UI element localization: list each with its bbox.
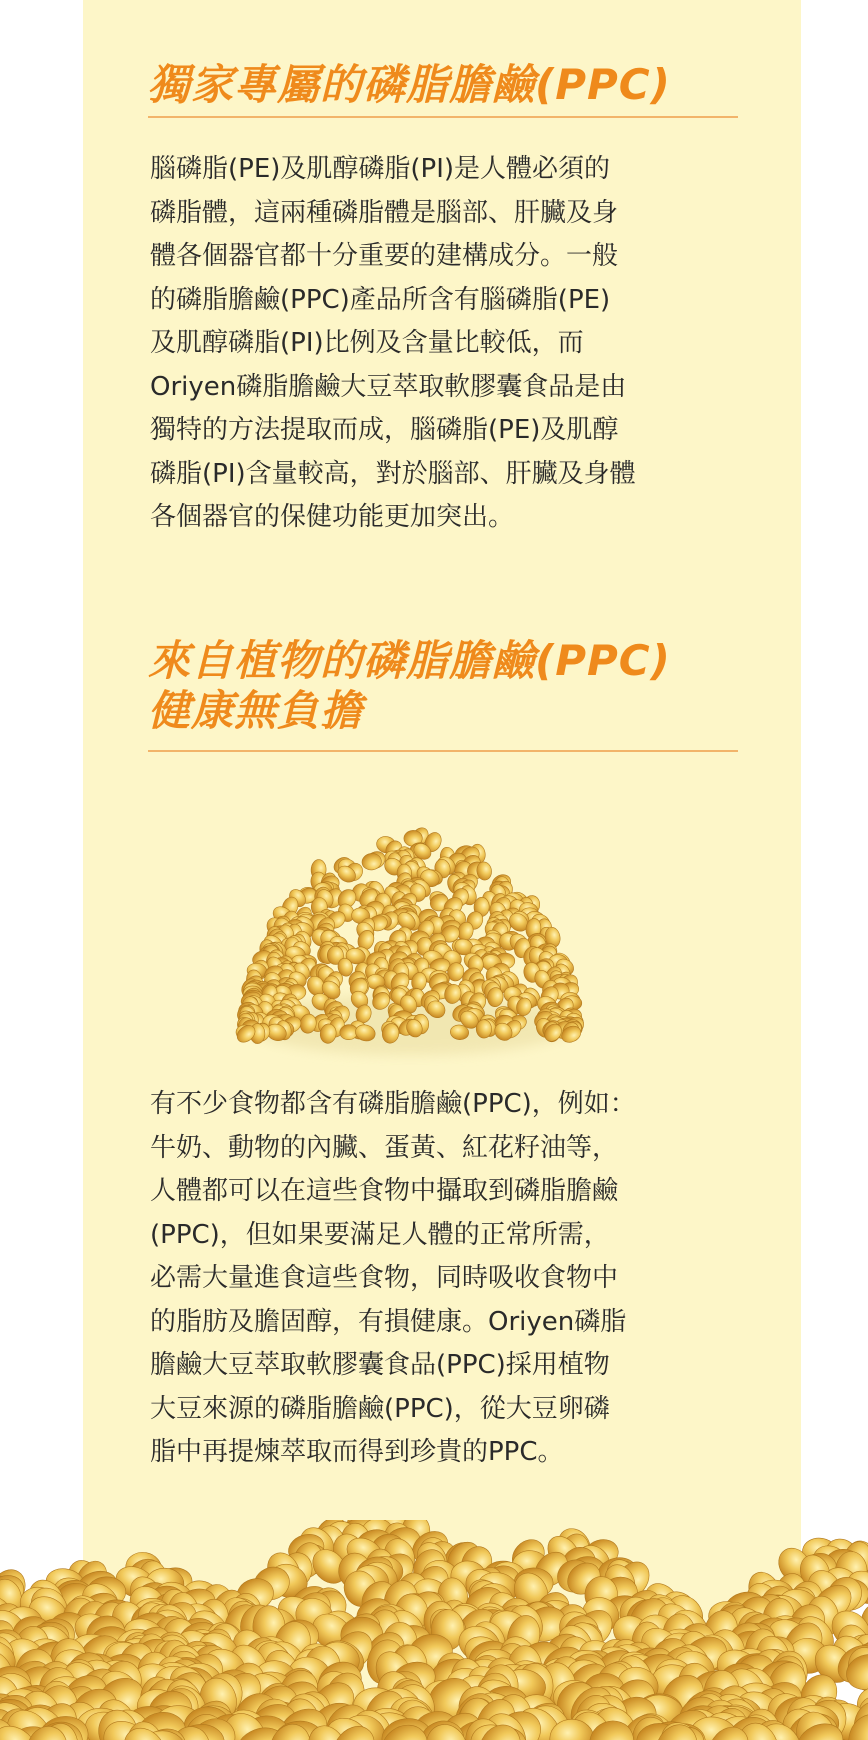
title-divider [148, 116, 738, 118]
paragraph-line: 磷脂(PI)含量較高，對於腦部、肝臟及身體 [150, 458, 636, 489]
paragraph-line: 有不少食物都含有磷脂膽鹼(PPC)，例如： [150, 1089, 636, 1119]
section-title-plant-ppc [148, 636, 738, 736]
section-title-line: 健康無負擔 [148, 686, 364, 735]
paragraph-line: 膽鹼大豆萃取軟膠囊食品(PPC)採用植物 [150, 1350, 610, 1380]
paragraph-line: 磷脂體，這兩種磷脂體是腦部、肝臟及身 [150, 197, 619, 228]
section-title-exclusive-ppc: 獨家專屬的磷脂膽鹼(PPC) [148, 60, 671, 109]
paragraph-line: 各個器官的保健功能更加突出。 [150, 502, 515, 532]
paragraph-line: 大豆來源的磷脂膽鹼(PPC)，從大豆卵磷 [150, 1393, 610, 1424]
soybean-border-image [0, 1520, 868, 1740]
paragraph-line: 必需大量進食這些食物，同時吸收食物中 [150, 1263, 619, 1293]
paragraph-line: 人體都可以在這些食物中攝取到磷脂膽鹼 [150, 1176, 619, 1206]
paragraph-line: 的脂肪及膽固醇，有損健康。Oriyen磷脂 [150, 1306, 627, 1337]
soybean-pile-image [230, 800, 590, 1070]
section-paragraph-exclusive-ppc [150, 148, 740, 540]
paragraph-line: 脂中再提煉萃取而得到珍貴的PPC。 [150, 1437, 564, 1467]
paragraph-line: Oriyen磷脂膽鹼大豆萃取軟膠囊食品是由 [150, 371, 627, 402]
paragraph-line: (PPC)，但如果要滿足人體的正常所需， [150, 1219, 610, 1250]
paragraph-line: 體各個器官都十分重要的建構成分。一般 [150, 241, 619, 271]
paragraph-line: 腦磷脂(PE)及肌醇磷脂(PI)是人體必須的 [150, 154, 611, 184]
paragraph-line: 及肌醇磷脂(PI)比例及含量比較低，而 [150, 328, 584, 358]
paragraph-line: 獨特的方法提取而成，腦磷脂(PE)及肌醇 [150, 415, 619, 445]
section-paragraph-plant-ppc [150, 1083, 740, 1475]
paragraph-line: 牛奶、動物的內臟、蛋黃、紅花籽油等， [150, 1132, 619, 1163]
paragraph-line: 的磷脂膽鹼(PPC)產品所含有腦磷脂(PE) [150, 284, 611, 315]
section-title-line: 來自植物的磷脂膽鹼(PPC) [148, 636, 671, 685]
title-divider [148, 750, 738, 752]
